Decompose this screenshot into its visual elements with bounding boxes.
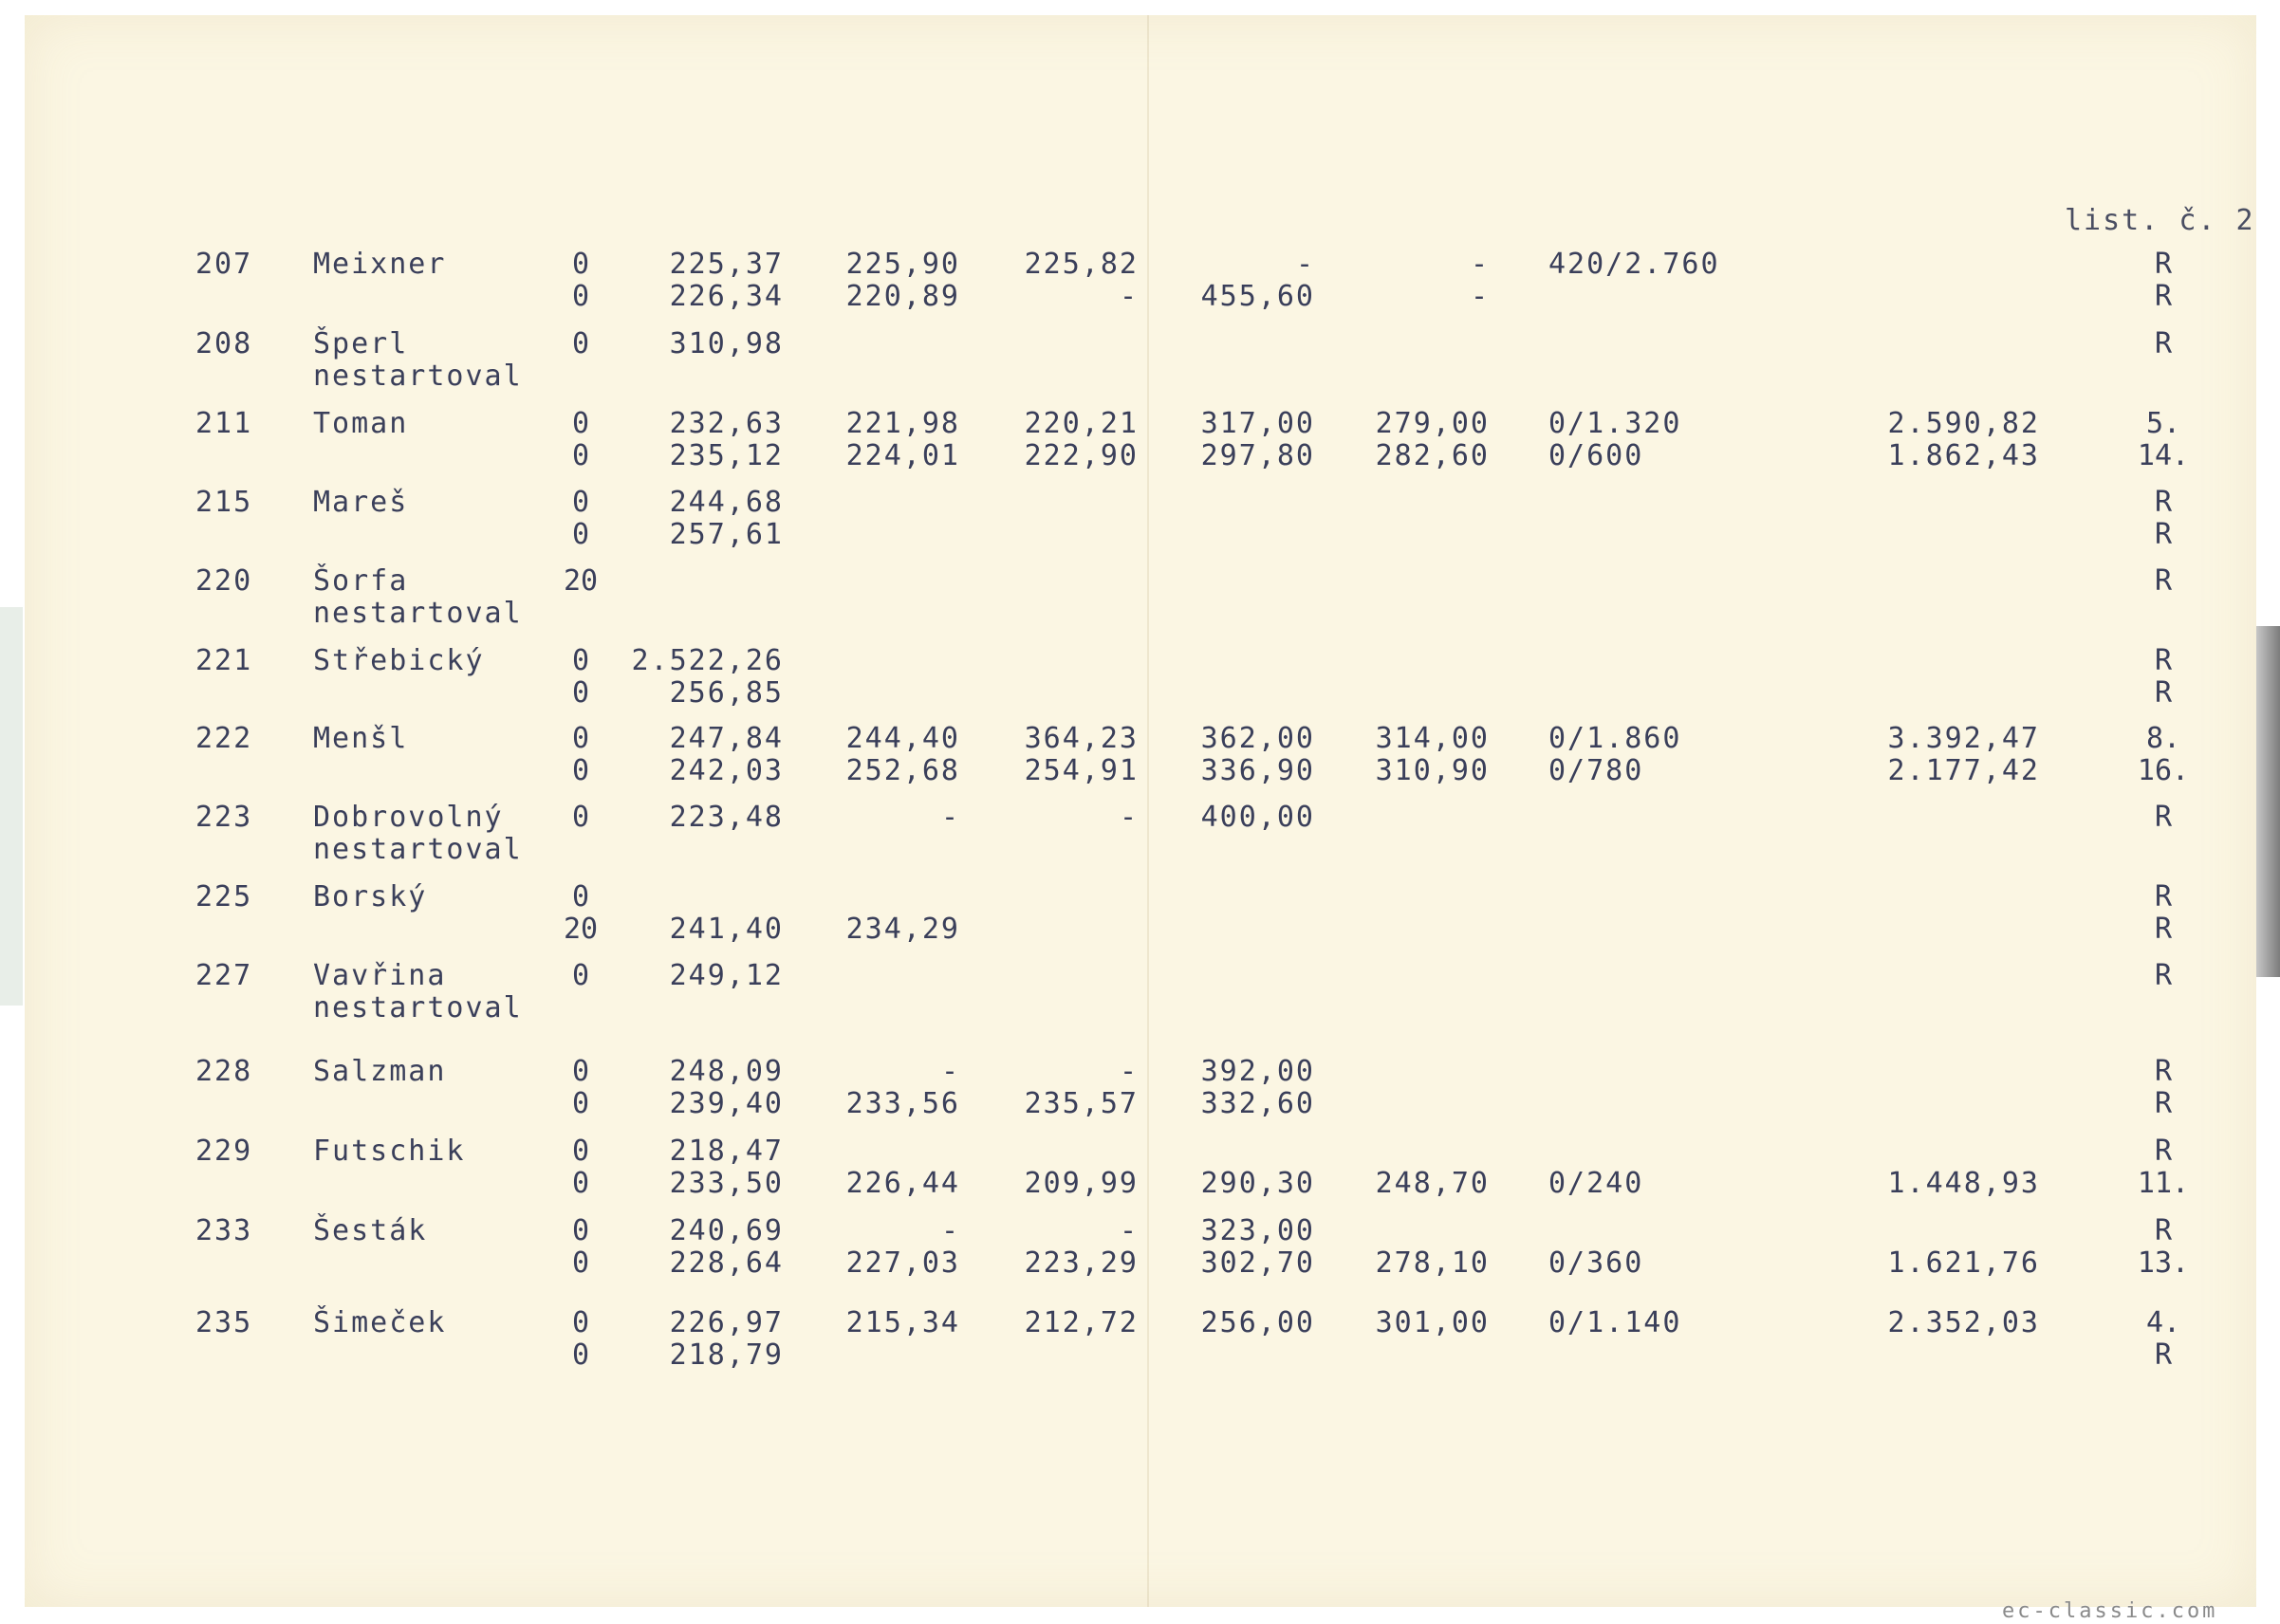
paper-fold [1147, 15, 1149, 1607]
entry-number: 221 [195, 644, 253, 677]
result-cell: R [2154, 1055, 2173, 1088]
ratio-cell: 0/1.140 [1548, 1306, 1682, 1339]
total-cell: 1.621,76 [1887, 1246, 2040, 1280]
value-1-cell: 218,79 [669, 1338, 784, 1372]
value-2-cell: 220,89 [845, 280, 960, 313]
value-4-cell: 362,00 [1200, 722, 1315, 755]
value-1-cell: 247,84 [669, 722, 784, 755]
value-2-cell: 221,98 [845, 407, 960, 440]
result-cell: 14. [2137, 439, 2190, 472]
penalty-cell: 20 [563, 913, 599, 946]
penalty-cell: 0 [571, 327, 590, 360]
ratio-cell: 420/2.760 [1548, 248, 1720, 281]
value-3-cell: 364,23 [1024, 722, 1139, 755]
competitor-name: Střebický [313, 644, 485, 677]
value-4-cell: 317,00 [1200, 407, 1315, 440]
competitor-note: nestartoval [313, 991, 523, 1024]
value-1-cell: 233,50 [669, 1167, 784, 1200]
value-2-cell: 227,03 [845, 1246, 960, 1280]
value-4-cell: 290,30 [1200, 1167, 1315, 1200]
entry-number: 223 [195, 801, 253, 834]
value-4-cell: 336,90 [1200, 754, 1315, 787]
result-cell: R [2154, 327, 2173, 360]
value-1-cell: 232,63 [669, 407, 784, 440]
result-cell: R [2154, 564, 2173, 598]
ratio-cell: 0/1.860 [1548, 722, 1682, 755]
result-cell: R [2154, 880, 2173, 914]
value-3-cell: 209,99 [1024, 1167, 1139, 1200]
competitor-name: Šorfa [313, 564, 409, 598]
penalty-cell: 0 [571, 1338, 590, 1372]
ratio-cell: 0/240 [1548, 1167, 1644, 1200]
value-2-cell: 215,34 [845, 1306, 960, 1339]
value-5-cell: 279,00 [1375, 407, 1490, 440]
value-4-cell: 400,00 [1200, 801, 1315, 834]
result-cell: R [2154, 486, 2173, 519]
entry-number: 215 [195, 486, 253, 519]
penalty-cell: 0 [571, 722, 590, 755]
competitor-name: Meixner [313, 248, 447, 281]
value-4-cell: 455,60 [1200, 280, 1315, 313]
value-1-cell: 226,34 [669, 280, 784, 313]
ratio-cell: 0/360 [1548, 1246, 1644, 1280]
value-3-cell: 235,57 [1024, 1087, 1139, 1120]
competitor-note: nestartoval [313, 360, 523, 393]
entry-number: 220 [195, 564, 253, 598]
value-1-cell: 310,98 [669, 327, 784, 360]
ratio-cell: 0/780 [1548, 754, 1644, 787]
typewritten-sheet [25, 15, 2256, 1607]
value-1-cell: 248,09 [669, 1055, 784, 1088]
entry-number: 207 [195, 248, 253, 281]
penalty-cell: 0 [571, 644, 590, 677]
value-2-cell: - [940, 1055, 960, 1088]
competitor-name: Šperl [313, 327, 409, 360]
value-2-cell: 244,40 [845, 722, 960, 755]
penalty-cell: 0 [571, 439, 590, 472]
result-cell: R [2154, 518, 2173, 551]
value-2-cell: - [940, 801, 960, 834]
result-cell: 16. [2137, 754, 2190, 787]
result-cell: R [2154, 1087, 2173, 1120]
value-1-cell: 228,64 [669, 1246, 784, 1280]
penalty-cell: 0 [571, 280, 590, 313]
value-2-cell: - [940, 1214, 960, 1247]
total-cell: 2.352,03 [1887, 1306, 2040, 1339]
value-1-cell: 257,61 [669, 518, 784, 551]
penalty-cell: 0 [571, 1087, 590, 1120]
value-1-cell: 242,03 [669, 754, 784, 787]
value-5-cell: 278,10 [1375, 1246, 1490, 1280]
competitor-name: Toman [313, 407, 409, 440]
entry-number: 211 [195, 407, 253, 440]
penalty-cell: 0 [571, 1135, 590, 1168]
value-1-cell: 225,37 [669, 248, 784, 281]
total-cell: 3.392,47 [1887, 722, 2040, 755]
value-3-cell: - [1119, 1214, 1139, 1247]
value-5-cell: - [1470, 280, 1490, 313]
competitor-name: Mareš [313, 486, 409, 519]
value-5-cell: 282,60 [1375, 439, 1490, 472]
penalty-cell: 20 [563, 564, 599, 598]
value-4-cell: 392,00 [1200, 1055, 1315, 1088]
competitor-name: Dobrovolný [313, 801, 504, 834]
competitor-name: Salzman [313, 1055, 447, 1088]
value-5-cell: 301,00 [1375, 1306, 1490, 1339]
ratio-cell: 0/1.320 [1548, 407, 1682, 440]
penalty-cell: 0 [571, 1214, 590, 1247]
value-3-cell: 223,29 [1024, 1246, 1139, 1280]
value-1-cell: 249,12 [669, 959, 784, 992]
value-1-cell: 239,40 [669, 1087, 784, 1120]
value-4-cell: 332,60 [1200, 1087, 1315, 1120]
penalty-cell: 0 [571, 1246, 590, 1280]
value-3-cell: 220,21 [1024, 407, 1139, 440]
value-5-cell: 310,90 [1375, 754, 1490, 787]
total-cell: 2.590,82 [1887, 407, 2040, 440]
value-1-cell: 2.522,26 [631, 644, 784, 677]
value-3-cell: - [1119, 801, 1139, 834]
value-2-cell: 225,90 [845, 248, 960, 281]
result-cell: R [2154, 1338, 2173, 1372]
value-3-cell: - [1119, 1055, 1139, 1088]
result-cell: 8. [2145, 722, 2181, 755]
result-cell: R [2154, 959, 2173, 992]
result-cell: R [2154, 913, 2173, 946]
result-cell: R [2154, 1214, 2173, 1247]
entry-number: 235 [195, 1306, 253, 1339]
total-cell: 2.177,42 [1887, 754, 2040, 787]
value-3-cell: - [1119, 280, 1139, 313]
competitor-note: nestartoval [313, 833, 523, 866]
value-2-cell: 234,29 [845, 913, 960, 946]
entry-number: 208 [195, 327, 253, 360]
value-3-cell: 225,82 [1024, 248, 1139, 281]
penalty-cell: 0 [571, 407, 590, 440]
penalty-cell: 0 [571, 959, 590, 992]
penalty-cell: 0 [571, 1167, 590, 1200]
value-1-cell: 241,40 [669, 913, 784, 946]
value-1-cell: 226,97 [669, 1306, 784, 1339]
penalty-cell: 0 [571, 518, 590, 551]
result-cell: 5. [2145, 407, 2181, 440]
result-cell: R [2154, 280, 2173, 313]
competitor-note: nestartoval [313, 597, 523, 630]
result-cell: R [2154, 1135, 2173, 1168]
value-5-cell: - [1470, 248, 1490, 281]
value-1-cell: 218,47 [669, 1135, 784, 1168]
value-2-cell: 233,56 [845, 1087, 960, 1120]
value-4-cell: - [1295, 248, 1315, 281]
entry-number: 233 [195, 1214, 253, 1247]
competitor-name: Vavřina [313, 959, 447, 992]
result-cell: 4. [2145, 1306, 2181, 1339]
competitor-name: Menšl [313, 722, 409, 755]
result-cell: 13. [2137, 1246, 2190, 1280]
result-cell: 11. [2137, 1167, 2190, 1200]
value-2-cell: 226,44 [845, 1167, 960, 1200]
entry-number: 227 [195, 959, 253, 992]
value-4-cell: 297,80 [1200, 439, 1315, 472]
penalty-cell: 0 [571, 880, 590, 914]
result-cell: R [2154, 248, 2173, 281]
total-cell: 1.862,43 [1887, 439, 2040, 472]
value-3-cell: 222,90 [1024, 439, 1139, 472]
value-5-cell: 314,00 [1375, 722, 1490, 755]
value-2-cell: 224,01 [845, 439, 960, 472]
penalty-cell: 0 [571, 486, 590, 519]
competitor-name: Borský [313, 880, 428, 914]
value-4-cell: 302,70 [1200, 1246, 1315, 1280]
value-3-cell: 212,72 [1024, 1306, 1139, 1339]
value-1-cell: 235,12 [669, 439, 784, 472]
penalty-cell: 0 [571, 676, 590, 710]
total-cell: 1.448,93 [1887, 1167, 2040, 1200]
result-cell: R [2154, 676, 2173, 710]
penalty-cell: 0 [571, 1055, 590, 1088]
value-5-cell: 248,70 [1375, 1167, 1490, 1200]
penalty-cell: 0 [571, 754, 590, 787]
result-cell: R [2154, 801, 2173, 834]
value-4-cell: 323,00 [1200, 1214, 1315, 1247]
penalty-cell: 0 [571, 801, 590, 834]
ratio-cell: 0/600 [1548, 439, 1644, 472]
sheet-number: list. č. 2 [2065, 204, 2255, 237]
value-1-cell: 240,69 [669, 1214, 784, 1247]
competitor-name: Futschik [313, 1135, 466, 1168]
competitor-name: Šesták [313, 1214, 428, 1247]
value-2-cell: 252,68 [845, 754, 960, 787]
competitor-name: Šimeček [313, 1306, 447, 1339]
entry-number: 229 [195, 1135, 253, 1168]
value-3-cell: 254,91 [1024, 754, 1139, 787]
scan-left-strip [0, 607, 23, 1006]
value-1-cell: 256,85 [669, 676, 784, 710]
entry-number: 225 [195, 880, 253, 914]
value-4-cell: 256,00 [1200, 1306, 1315, 1339]
value-1-cell: 244,68 [669, 486, 784, 519]
penalty-cell: 0 [571, 1306, 590, 1339]
value-1-cell: 223,48 [669, 801, 784, 834]
watermark: ec-classic.com [2002, 1599, 2218, 1623]
penalty-cell: 0 [571, 248, 590, 281]
result-cell: R [2154, 644, 2173, 677]
entry-number: 228 [195, 1055, 253, 1088]
entry-number: 222 [195, 722, 253, 755]
